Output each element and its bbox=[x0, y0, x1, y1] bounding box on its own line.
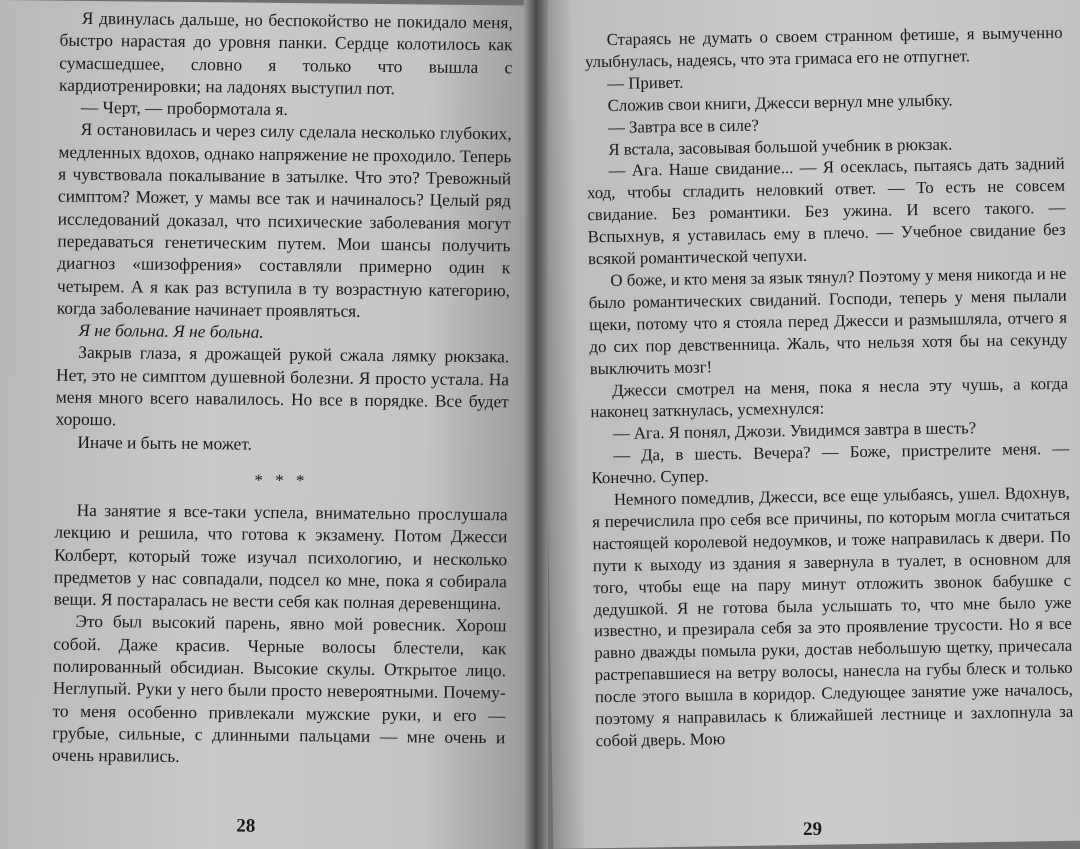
right-page bbox=[540, 0, 1080, 849]
paragraph: Я остановилась и через силу сделала несколько глубоких, медленных вдохов, однако напряжение не проходило. Теперь я чувствовала покалывание в затылке. Что это? Тревожный симптом? Может, у мамы все так и начиналось? Целый ряд исследований доказал, что психические заболевания могут передаваться генетическим путем. Мои шансы получить диагноз «шизофрения» составляли примерно один к четырем. А я как раз вступила в ту возрастную категорию, когда заболевание начинает проявляться. bbox=[56, 119, 512, 321]
paragraph: На занятие я все-таки успела, внимательно прослушала лекцию и решила, что готова к экзамену. Потом Джесси Колберт, который тоже изучал психологию, и несколько предметов у нас совпадали, подсел ко мне, пока я собирала вещи. Я постаралась не вести себя как полная деревенщина. bbox=[53, 499, 508, 614]
paragraph: — Да, в шесть. Вечера? — Боже, пристрелите меня. — Конечно. Супер. bbox=[591, 438, 1070, 488]
page-number: 28 bbox=[236, 815, 256, 837]
paragraph: — Ага. Я понял, Джози. Увидимся завтра в шесть? bbox=[612, 418, 977, 444]
paragraph: Сложив свои книги, Джесси вернул мне улыбку. bbox=[607, 90, 953, 115]
left-page-text bbox=[52, 7, 513, 771]
paragraph: Стараясь не думать о своем странном фетише, я вымученно улыбнулась, надеясь, что эта гримаса его не отпугнет. bbox=[584, 22, 1063, 72]
paragraph: Иначе и быть не может. bbox=[77, 431, 253, 454]
paragraph: О боже, и кто меня за язык тянул? Поэтому у меня никогда и не было романтических свиданий. Господи, теперь у меня пылали щеки, потому что я стояла перед Джесси и размышляла, отчего я до сих пор девственница. Жаль, что нельзя хотя бы на секунду выключить мозг! bbox=[588, 263, 1068, 378]
book-gutter bbox=[524, 0, 548, 849]
paragraph: Джесси смотрел на меня, пока я несла эту чушь, а когда наконец заткнулась, усмехнулся: bbox=[590, 373, 1069, 422]
italic-text: Я не больна. Я не больна. bbox=[78, 319, 264, 342]
paragraph: Это был высокий парень, явно мой ровесник. Хорош собой. Даже красив. Черные волосы блестели, как полированный обсидиан. Высокие скулы. Открытое лицо. Неглупый. Руки у него были просто невероятными. Почему-то меня особенно привлекали мужские руки, и его — грубые, сильные, с длинными пальцами — мне очень и очень нравились. bbox=[51, 611, 507, 767]
paragraph: — Привет. bbox=[607, 72, 684, 93]
section-separator: * * * bbox=[254, 470, 309, 491]
paragraph: Я встала, засовывая большой учебник в рюкзак. bbox=[608, 134, 953, 159]
right-page-text bbox=[584, 22, 1073, 752]
left-page bbox=[0, 0, 535, 849]
paragraph: — Завтра все в силе? bbox=[607, 115, 759, 137]
paragraph: Я двинулась дальше, но беспокойство не покидало меня, быстро нарастая до уровня панки. Сердце колотилось как сумасшедшее, словно я только что вышла с кардиотренировки; на ладонях выступил пот. bbox=[59, 7, 513, 99]
paragraph: — Черт, — пробормотала я. bbox=[80, 97, 288, 120]
paragraph: Закрыв глаза, я дрожащей рукой сжала лямку рюкзака. Нет, это не симптом душевной болезни. Я просто устала. На меня много всего навалилось. Но все в порядке. Все будет хорошо. bbox=[55, 342, 510, 430]
paragraph: — Ага. Наше свидание... — Я осеклась, пытаясь дать задний ход, чтобы сгладить неловкий ответ. — То есть не совсем свидание. Без романтики. Без ужина. И всего такого. — Вспыхнув, я уставилась ему в плечо. — Учебное свидание без всякой романтической чепухи. bbox=[586, 154, 1066, 269]
paragraph: Немного помедлив, Джесси, все еще улыбаясь, ушел. Вдохнув, я перечислила про себя все причины, по которым могла считаться настоящей королевой недоумков, и тоже направилась к двери. По пути к выходу из здания я завернула в туалет, в основном для того, чтобы еще на пару минут отложить звонок бабушке с дедушкой. Я не готова была услышать то, что мне было уже известно, и презирала себя за это проявление трусости. Но я все равно дважды помыла руки, достав небольшую щетку, причесала растрепавшиеся на ветру волосы, нанесла на губы блеск и только после этого вышла в коридор. Следующее занятие уже началось, поэтому я направилась к ближайшей лестнице и захлопнула за собой дверь. Мою bbox=[592, 482, 1074, 751]
page-number: 29 bbox=[802, 818, 823, 840]
